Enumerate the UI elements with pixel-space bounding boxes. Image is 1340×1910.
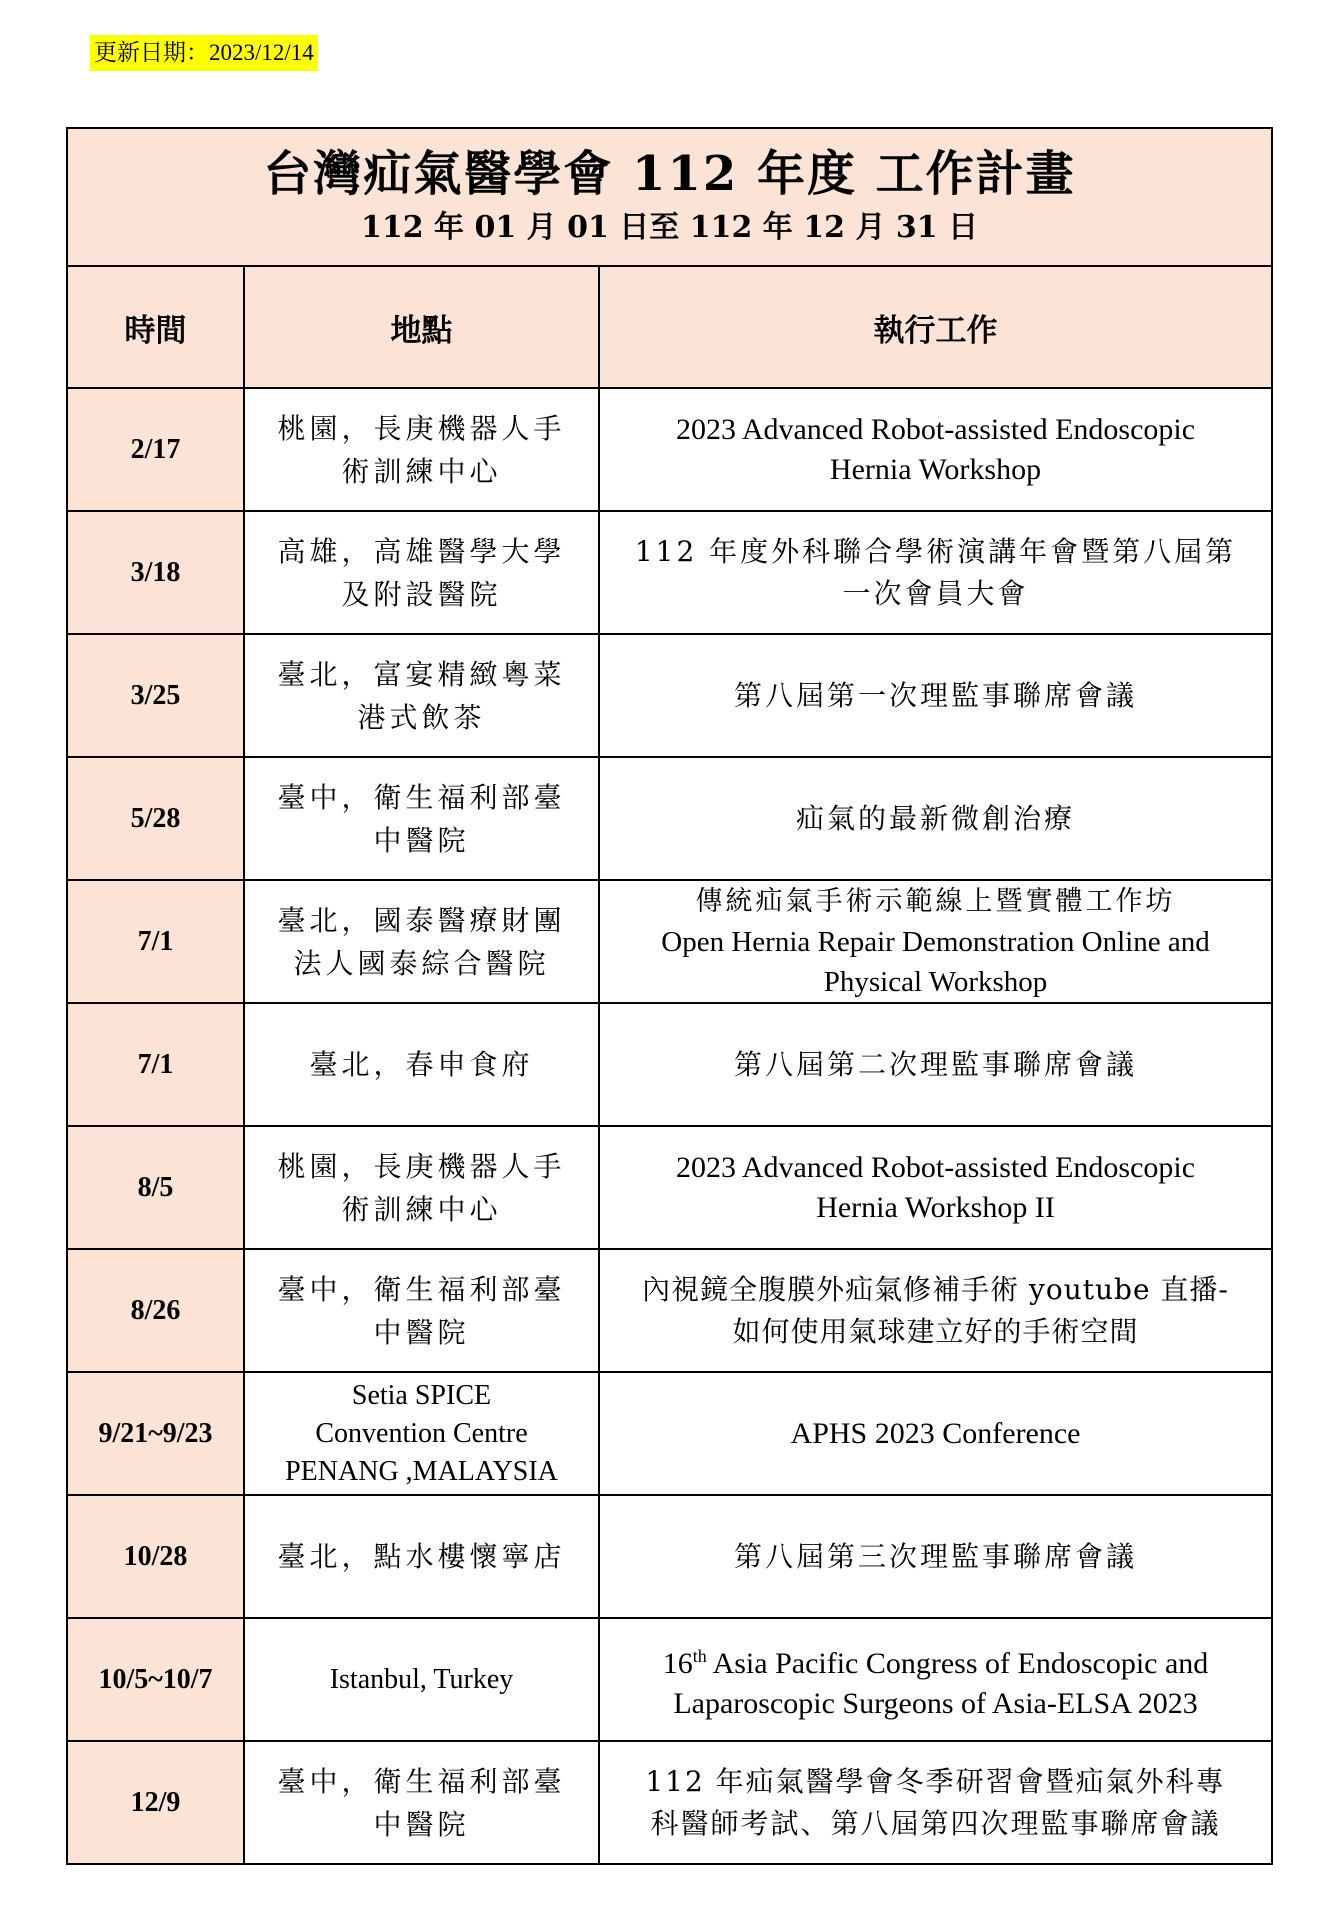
- table-row: [67, 1249, 1272, 1372]
- row-date: 3/18: [67, 511, 244, 634]
- table-row: [67, 1495, 1272, 1618]
- row-place: 臺中，衛生福利部臺 中醫院: [244, 1249, 599, 1372]
- header-place: 地點: [244, 266, 599, 388]
- row-date: 8/5: [67, 1126, 244, 1249]
- row-date: 5/28: [67, 757, 244, 880]
- row-date: 3/25: [67, 634, 244, 757]
- header-time: 時間: [67, 266, 244, 388]
- row-task: 第八屆第一次理監事聯席會議: [599, 634, 1272, 757]
- row-place: 臺北，春申食府: [244, 1003, 599, 1126]
- table-row: [67, 1372, 1272, 1495]
- row-task: 16th Asia Pacific Congress of Endoscopic and Laparoscopic Surgeons of Asia-ELSA 2023: [599, 1618, 1272, 1741]
- work-plan-table: [66, 127, 1273, 1865]
- row-task: 傳統疝氣手術示範線上暨實體工作坊 Open Hernia Repair Demonstration Online and Physical Workshop: [599, 880, 1272, 1003]
- row-task: 112 年度外科聯合學術演講年會暨第八屆第 一次會員大會: [599, 511, 1272, 634]
- row-place: 高雄，高雄醫學大學 及附設醫院: [244, 511, 599, 634]
- title-cell: [67, 128, 1272, 266]
- row-date: 7/1: [67, 1003, 244, 1126]
- table-row: [67, 388, 1272, 511]
- row-task: 112 年疝氣醫學會冬季研習會暨疝氣外科專 科醫師考試、第八屆第四次理監事聯席會議: [599, 1741, 1272, 1864]
- row-place: 臺北，國泰醫療財團 法人國泰綜合醫院: [244, 880, 599, 1003]
- table-row: [67, 1003, 1272, 1126]
- row-task: 第八屆第三次理監事聯席會議: [599, 1495, 1272, 1618]
- row-date: 9/21~9/23: [67, 1372, 244, 1495]
- update-date: 更新日期：2023/12/14: [90, 35, 318, 71]
- row-place: 臺中，衛生福利部臺 中醫院: [244, 1741, 599, 1864]
- table-row: [67, 757, 1272, 880]
- row-place: 臺北，富宴精緻粵菜 港式飲茶: [244, 634, 599, 757]
- title-row: [67, 128, 1272, 266]
- row-task: 內視鏡全腹膜外疝氣修補手術 youtube 直播- 如何使用氣球建立好的手術空間: [599, 1249, 1272, 1372]
- header-row: [67, 266, 1272, 388]
- row-date: 7/1: [67, 880, 244, 1003]
- row-place: 臺中，衛生福利部臺 中醫院: [244, 757, 599, 880]
- table-row: [67, 1741, 1272, 1864]
- row-task: APHS 2023 Conference: [599, 1372, 1272, 1495]
- table-row: [67, 511, 1272, 634]
- row-task: 2023 Advanced Robot-assisted Endoscopic Hernia Workshop: [599, 388, 1272, 511]
- row-place: Istanbul, Turkey: [244, 1618, 599, 1741]
- row-date: 8/26: [67, 1249, 244, 1372]
- row-place: Setia SPICE Convention Centre PENANG ,MALAYSIA: [244, 1372, 599, 1495]
- table-subtitle: 112 年 01 月 01 日至 112 年 12 月 31 日: [360, 210, 979, 245]
- row-date: 12/9: [67, 1741, 244, 1864]
- row-place: 桃園，長庚機器人手 術訓練中心: [244, 388, 599, 511]
- row-date: 2/17: [67, 388, 244, 511]
- row-date: 10/28: [67, 1495, 244, 1618]
- row-place: 臺北，點水樓懷寧店: [244, 1495, 599, 1618]
- row-task: 疝氣的最新微創治療: [599, 757, 1272, 880]
- row-place: 桃園，長庚機器人手 術訓練中心: [244, 1126, 599, 1249]
- row-task: 2023 Advanced Robot-assisted Endoscopic Hernia Workshop II: [599, 1126, 1272, 1249]
- header-task: 執行工作: [599, 266, 1272, 388]
- row-task: 第八屆第二次理監事聯席會議: [599, 1003, 1272, 1126]
- table-row: [67, 1126, 1272, 1249]
- row-date: 10/5~10/7: [67, 1618, 244, 1741]
- table-row: [67, 1618, 1272, 1741]
- table-title: 台灣疝氣醫學會 112 年度 工作計畫: [263, 146, 1076, 202]
- table-row: [67, 880, 1272, 1003]
- table-row: [67, 634, 1272, 757]
